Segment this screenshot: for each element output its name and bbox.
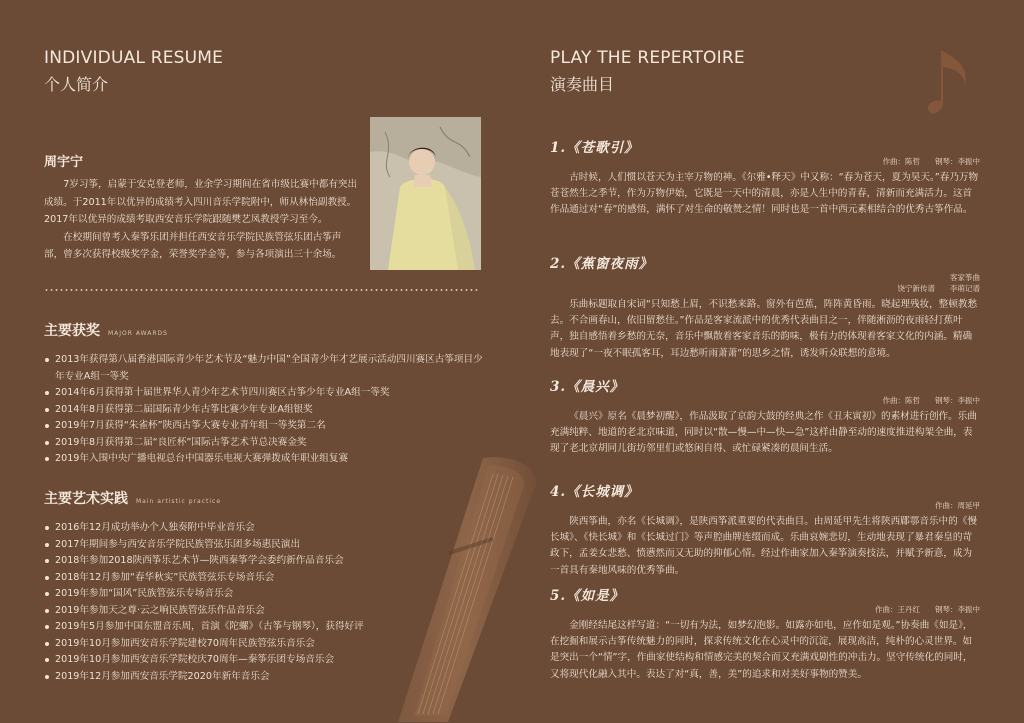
practice-item: 2019年10月参加西安音乐学院建校70周年民族管弦乐音乐会 bbox=[44, 636, 484, 653]
piece-credit: 作曲：陈哲 钢琴：李振中 bbox=[882, 396, 980, 405]
piece-title: 5.《如是》 bbox=[550, 588, 625, 604]
practice-heading bbox=[44, 488, 221, 508]
piece-1 bbox=[550, 136, 980, 219]
piece-credit: 作曲：陈哲 钢琴：李振中 bbox=[882, 157, 980, 166]
bio-text bbox=[44, 176, 360, 264]
practice-item: 2019年5月参加中国东盟音乐周，首演《陀螺》（古筝与钢琴），获得好评 bbox=[44, 619, 484, 636]
practice-item: 2019年参加天之尊·云之响民族管弦乐作品音乐会 bbox=[44, 603, 484, 620]
piece-3 bbox=[550, 375, 980, 458]
piece-credit: 作曲：周延甲 bbox=[935, 501, 980, 510]
piece-credit: 客家筝曲 bbox=[950, 273, 980, 282]
piece-description: 古时候，人们惯以苍天为主宰万物的神。《尔雅•释天》中又称：“春为苍天，夏为昊天。”春乃万物苍苍然生之季节，作为万物伊始，它既是一天中的清晨，亦是人生中的青春，清新而充满活力。这首作品通过对“春”的感悟，满怀了对生命的敬赞之情！同时也是一首中西元素相结合的优秀古筝作品。 bbox=[550, 172, 979, 216]
practice-item: 2016年12月成功举办个人独奏附中毕业音乐会 bbox=[44, 520, 484, 537]
guzheng-illustration bbox=[388, 454, 548, 723]
piece-5 bbox=[550, 584, 980, 683]
practice-item: 2019年12月参加西安音乐学院2020年新年音乐会 bbox=[44, 669, 484, 686]
award-item: 2019年入围中央广播电视总台中国器乐电视大赛弹拨成年职业组复赛 bbox=[44, 451, 484, 468]
practice-item: 2018年参加2018陕西筝乐艺术节—陕西秦筝学会委约新作品音乐会 bbox=[44, 553, 484, 570]
bio-paragraph-1: 7岁习筝，启蒙于安克登老师，业余学习期间在省市级比赛中都有突出成绩。于2011年以优异的成绩考入四川音乐学院附中，师从林怡副教授。2017年以优异的成绩考取西安音乐学院跟随樊艺凤教授学习至今。 bbox=[44, 179, 358, 225]
piece-title: 2.《蕉窗夜雨》 bbox=[550, 256, 654, 272]
award-item: 2014年6月获得第十届世界华人青少年艺术节四川赛区古筝少年专业A组一等奖 bbox=[44, 385, 484, 402]
award-item: 2014年8月获得第二届国际青少年古筝比赛少年专业A组银奖 bbox=[44, 402, 484, 419]
awards-heading-en: MAJOR AWARDS bbox=[108, 330, 168, 337]
repertoire-header-zh: 演奏曲目 bbox=[550, 75, 615, 94]
practice-item: 2018年12月参加“春华秋实”民族管弦乐专场音乐会 bbox=[44, 570, 484, 587]
piece-title: 3.《晨兴》 bbox=[550, 379, 625, 395]
piece-credit: 作曲：王丹红 钢琴：李振中 bbox=[875, 605, 980, 614]
portrait-photo bbox=[370, 117, 481, 270]
piece-credit: 饶宁新传谱 李萌记谱 bbox=[897, 284, 980, 293]
repertoire-header bbox=[550, 48, 745, 95]
piece-description: 乐曲标题取自宋词“只知愁上眉，不识愁来路。窗外有芭蕉，阵阵黄昏雨。晓起理残妆，整顿教愁去。不合画春山，依旧留愁住。”作品是客家流派中的优秀代表曲目之一，伴随淅沥的夜雨轻打蕉叶声，独自感悟着乡愁的无奈，音乐中飘散着客家音乐的韵味，极有力的体现着客家文化的内涵。精确地表现了“一夜不眠孤客耳，耳边愁听雨萧萧”的思乡之情，诱发听众联想的意境。 bbox=[550, 299, 978, 359]
resume-header-en: INDIVIDUAL RESUME bbox=[44, 48, 224, 68]
awards-heading-zh: 主要获奖 bbox=[44, 323, 100, 339]
piece-title: 4.《长城调》 bbox=[550, 484, 639, 500]
practice-heading-en: Main artistic practice bbox=[136, 498, 222, 505]
resume-header-zh: 个人简介 bbox=[44, 75, 109, 94]
repertoire-column bbox=[550, 0, 990, 723]
award-item: 2013年获得第八届香港国际青少年艺术节及“魅力中国”全国青少年才艺展示活动四川赛区古筝项目少年专业A组一等奖 bbox=[44, 352, 484, 385]
award-item: 2019年7月获得“朱雀杯”陕西古筝大赛专业青年组一等奖第二名 bbox=[44, 418, 484, 435]
award-item: 2019年8月获得第二届“良匠杯”国际古筝艺术节总决赛金奖 bbox=[44, 435, 484, 452]
bio-paragraph-2: 在校期间曾考入秦筝乐团并担任西安音乐学院民族管弦乐团古筝声部，曾多次获得校级奖学金，荣誉奖学金等，参与各项演出三十余场。 bbox=[44, 231, 342, 260]
piece-title: 1.《苍歌引》 bbox=[550, 140, 639, 156]
repertoire-header-en: PLAY THE REPERTOIRE bbox=[550, 48, 745, 68]
resume-header bbox=[44, 48, 223, 95]
awards-list bbox=[44, 352, 484, 468]
piece-description: 金刚经结尾这样写道：“一切有为法，如梦幻泡影。如露亦如电，应作如是观。”协奏曲《如是》，在挖掘和展示古筝传统魅力的同时，探求传统文化在心灵中的沉淀，展现高洁，纯朴的心灵世界。如是突出一个“情”字，作曲家使结构和情感完美的契合而又充满戏剧性的冲击力。坚守传统化的同时，又将现代化融入其中。表达了对“真，善，美”的追求和对美好事物的赞美。 bbox=[550, 620, 973, 680]
practice-heading-zh: 主要艺术实践 bbox=[44, 491, 128, 507]
practice-item: 2017年期间参与西安音乐学院民族管弦乐团多场惠民演出 bbox=[44, 537, 484, 554]
piece-description: 陕西筝曲，亦名《长城调》，是陕西筝派重要的代表曲目。由周延甲先生将陕西郿鄠音乐中的《慢长城》、《快长城》和《长城过门》等声腔曲牌连缀而成。乐曲哀婉悲切，生动地表现了暴君秦皇的苛政下，孟姜女悲愁、愤懑然而又无助的抑郁心情。经过作曲家加入秦筝演奏技法，并赋予新意，成为一首具有秦地风味的优秀筝曲。 bbox=[550, 516, 977, 576]
practice-item: 2019年10月参加西安音乐学院校庆70周年—秦筝乐团专场音乐会 bbox=[44, 652, 484, 669]
piece-4 bbox=[550, 480, 980, 579]
practice-item: 2019年参加“国风”民族管弦乐专场音乐会 bbox=[44, 586, 484, 603]
piece-description: 《晨兴》原名《晨梦初醒》，作品汲取了京韵大鼓的经典之作《丑末寅初》的素材进行创作。乐曲充满纯粹、地道的老北京味道，同时以“散—慢—中—快—急”这样由静至动的速度推进构架全曲，表现了老北京胡同儿街坊邻里们或悠闲自得、或忙碌紧凑的晨间生活。 bbox=[550, 411, 977, 455]
awards-heading bbox=[44, 320, 168, 340]
piece-2 bbox=[550, 252, 980, 362]
dotted-divider bbox=[44, 289, 480, 291]
performer-name: 周宇宁 bbox=[44, 155, 84, 170]
